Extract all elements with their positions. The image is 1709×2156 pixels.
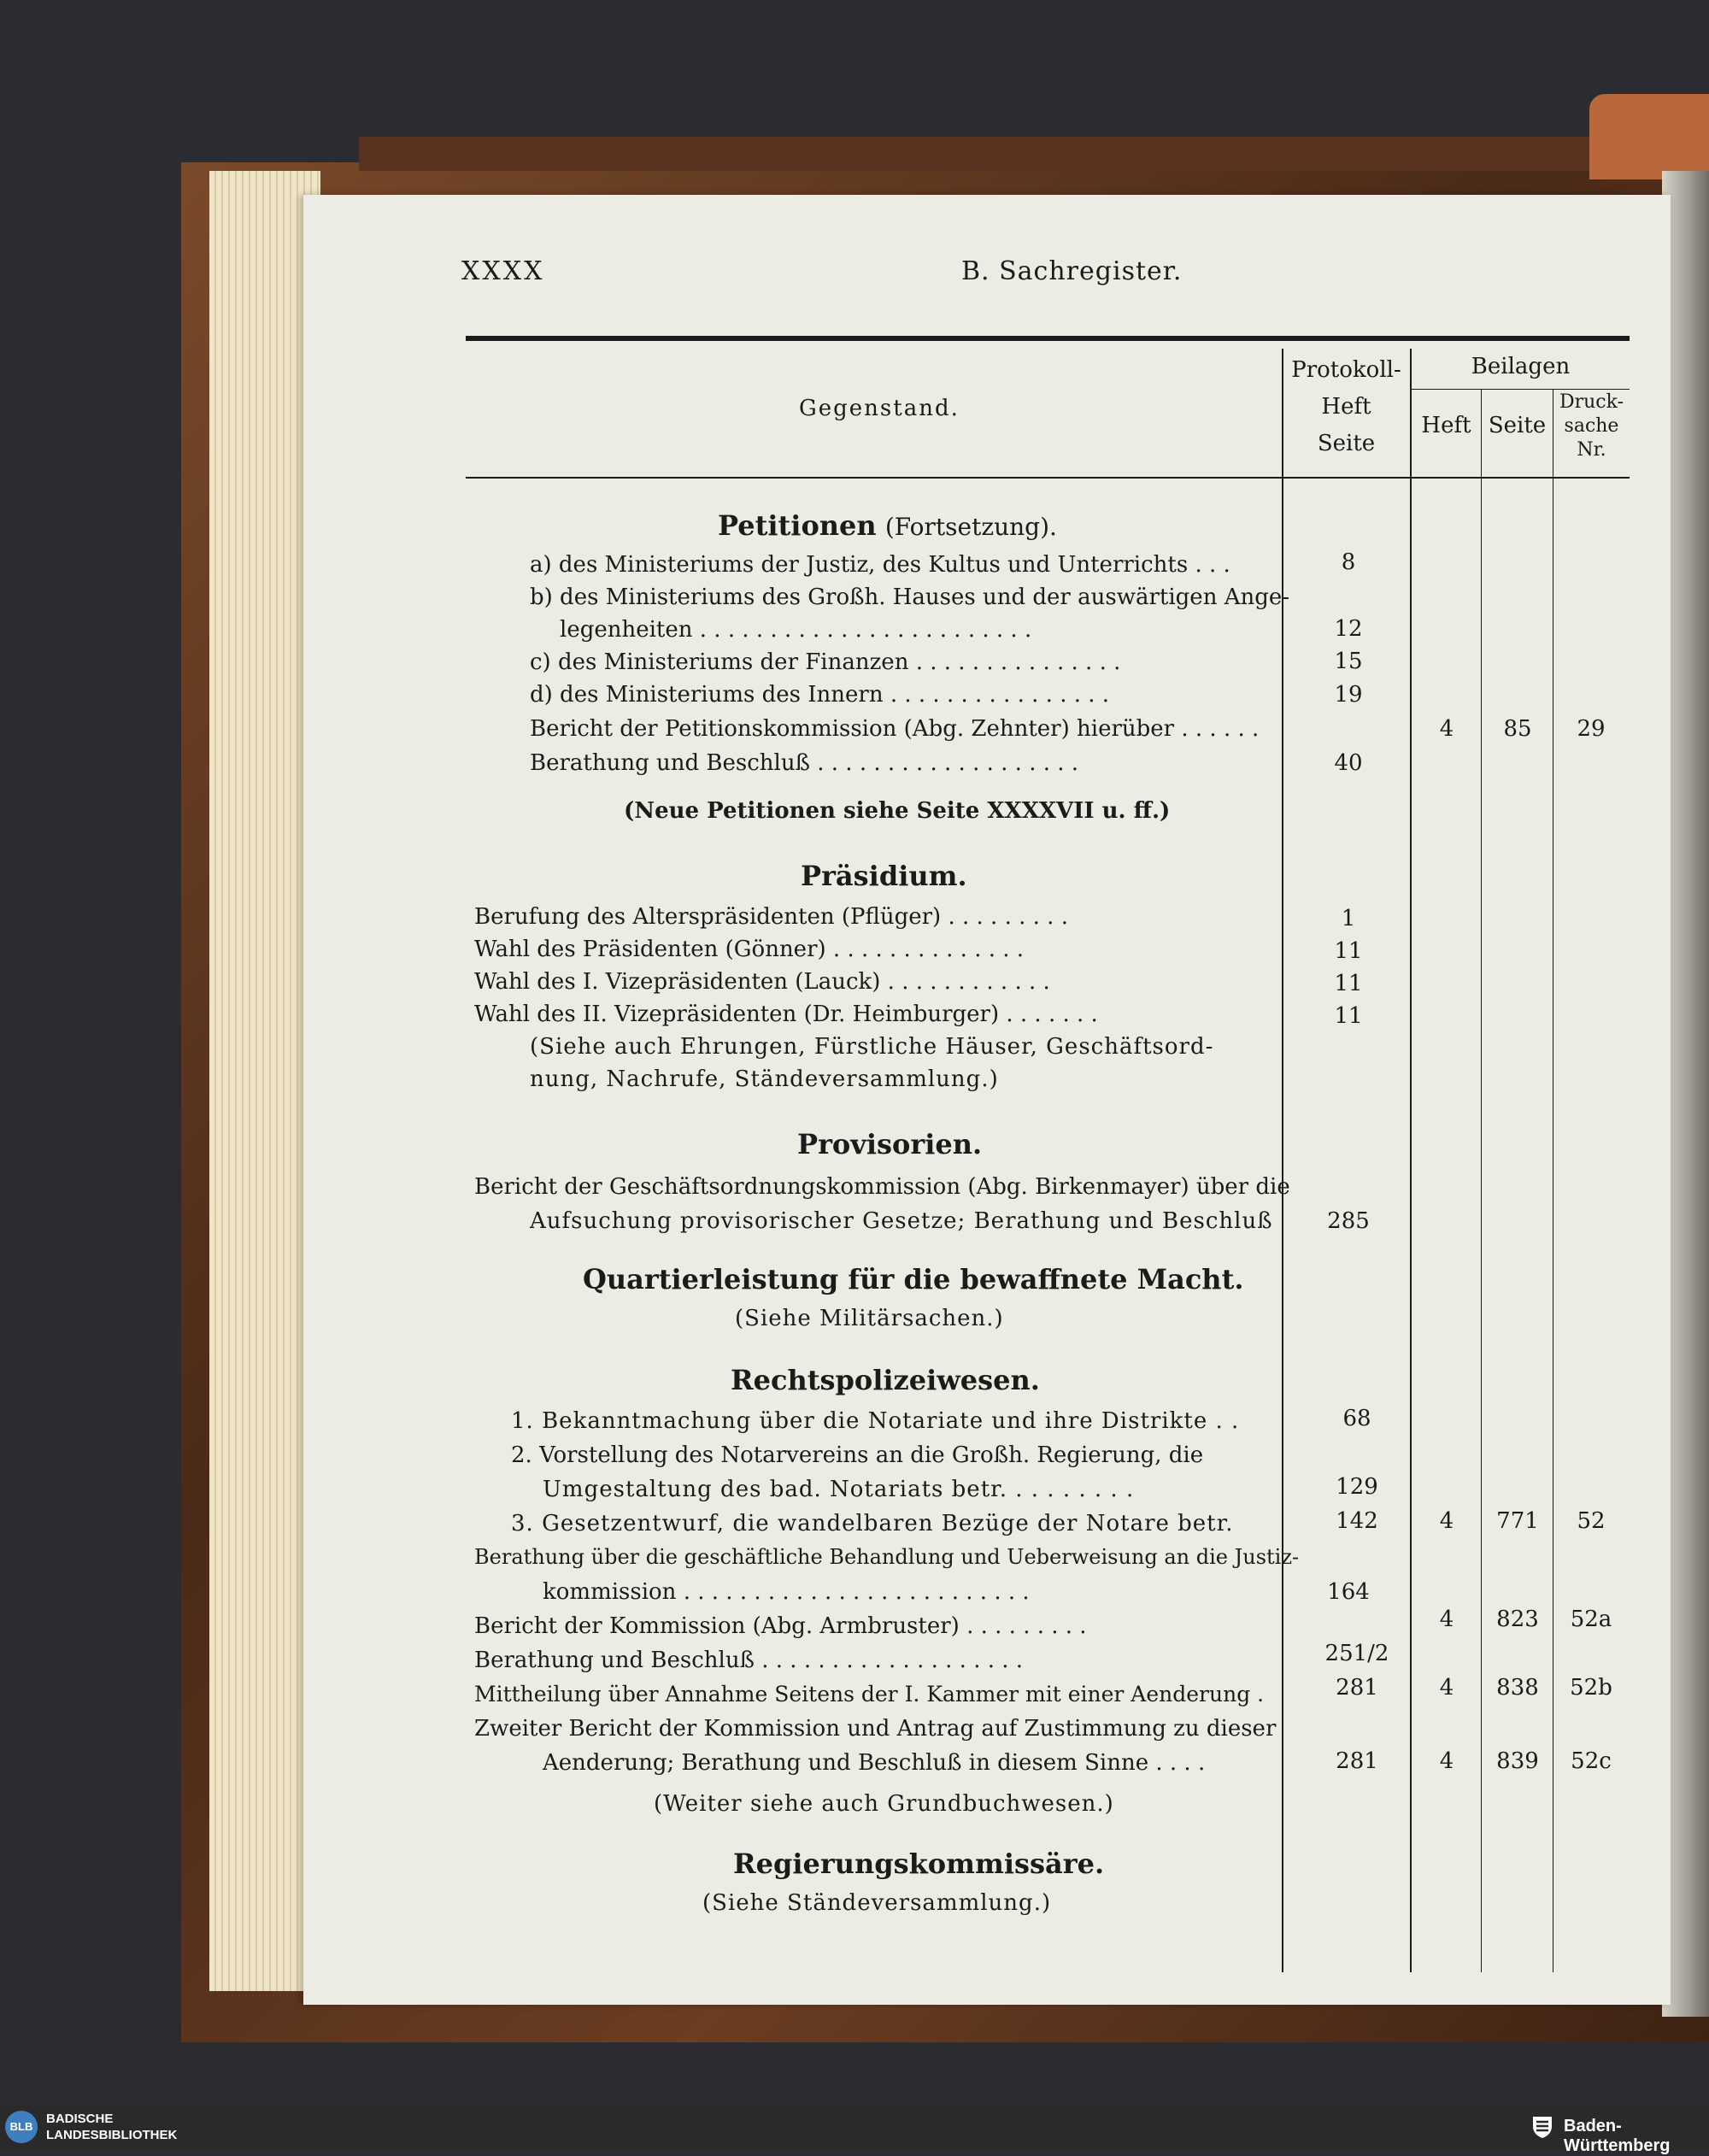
entry-line: kommission . . . . . . . . . . . . . . . . . . . . . . . . . [543, 1579, 1030, 1605]
entry-line: 3. Gesetzentwurf, die wandelbaren Bezüge der Notare betr. [511, 1511, 1234, 1536]
seite-value: 839 [1496, 1748, 1539, 1774]
col-heft-label: Heft [1421, 413, 1471, 438]
protocol-value: 281 [1336, 1675, 1378, 1701]
beilagen-subrule [1412, 389, 1630, 390]
seite-value: 838 [1496, 1675, 1539, 1701]
col-seite-label: Seite [1488, 413, 1547, 438]
col-protocol-label-2: Heft [1321, 394, 1371, 420]
col-subject-label: Gegenstand. [799, 396, 960, 421]
state-label[interactable]: Baden-Württemberg [1564, 2117, 1671, 2155]
blb-logo[interactable]: BLB [5, 2111, 38, 2143]
page-number: XXXX [461, 256, 545, 286]
col-protocol-label-3: Seite [1317, 431, 1376, 456]
col-druck-label-2: sache [1564, 415, 1619, 437]
col-divider-heft [1481, 390, 1482, 1972]
col-druck-label-1: Druck- [1559, 391, 1624, 413]
entry-line: Aenderung; Berathung und Beschluß in diesem Sinne . . . . [543, 1750, 1206, 1776]
entry-line: b) des Ministeriums des Großh. Hauses und der auswärtigen Ange- [530, 585, 1290, 610]
library-name-line-1: BADISCHE [46, 2112, 114, 2126]
entry-line: Bericht der Kommission (Abg. Armbruster) . . . . . . . . . [474, 1613, 1087, 1639]
entry-line: c) des Ministeriums der Finanzen . . . . . . . . . . . . . . . [530, 649, 1121, 675]
entry-line: Zweiter Bericht der Kommission und Antrag auf Zustimmung zu dieser [474, 1716, 1277, 1742]
druck-value: 29 [1577, 716, 1606, 742]
entry-line: Berathung über die geschäftliche Behandlung und Ueberweisung an die Justiz- [474, 1545, 1300, 1569]
entry-line: Wahl des I. Vizepräsidenten (Lauck) . . . . . . . . . . . . [474, 969, 1050, 995]
heft-value: 4 [1439, 1508, 1454, 1534]
heft-value: 4 [1439, 1607, 1454, 1632]
protocol-value: 281 [1336, 1748, 1378, 1774]
druck-value: 52c [1571, 1748, 1612, 1774]
cross-reference-note: (Neue Petitionen siehe Seite XXXXVII u. ff.) [624, 798, 1171, 824]
protocol-value: 19 [1334, 682, 1363, 708]
book-cover-top [359, 137, 1641, 171]
protocol-value: 285 [1327, 1208, 1370, 1234]
col-divider-beilagen [1410, 349, 1412, 1972]
protocol-value: 40 [1334, 750, 1363, 776]
section-heading-petitionen [718, 509, 1057, 542]
protocol-value: 8 [1341, 549, 1356, 575]
section-heading-rechtspolizei: Rechtspolizeiwesen. [731, 1364, 1040, 1396]
entry-line: a) des Ministeriums der Justiz, des Kultus und Unterrichts . . . [530, 552, 1230, 578]
cross-reference-note: (Siehe Militärsachen.) [735, 1306, 1004, 1331]
entry-line: 1. Bekanntmachung über die Notariate und ihre Distrikte . . [511, 1408, 1240, 1434]
cover-corner [1589, 94, 1709, 179]
top-rule [466, 336, 1630, 341]
entry-line: d) des Ministeriums des Innern . . . . . . . . . . . . . . . . [530, 682, 1110, 708]
entry-line: legenheiten . . . . . . . . . . . . . . . . . . . . . . . . [560, 617, 1032, 643]
protocol-value: 1 [1341, 906, 1356, 931]
running-head: B. Sachregister. [961, 256, 1183, 286]
section-heading-regierung: Regierungskommissäre. [733, 1848, 1105, 1880]
section-heading-quartier: Quartierleistung für die bewaffnete Macht. [583, 1263, 1244, 1295]
protocol-value: 251/2 [1324, 1641, 1389, 1666]
entry-line: Bericht der Geschäftsordnungskommission (Abg. Birkenmayer) über die [474, 1174, 1290, 1200]
entry-line: Berathung und Beschluß . . . . . . . . . . . . . . . . . . . [474, 1648, 1024, 1673]
protocol-value: 68 [1342, 1406, 1371, 1431]
section-heading-provisorien: Provisorien. [797, 1128, 983, 1160]
col-protocol-label-1: Protokoll- [1291, 357, 1401, 383]
cross-reference-note: (Siehe Ständeversammlung.) [702, 1890, 1052, 1916]
protocol-value: 164 [1327, 1579, 1370, 1605]
entry-line: 2. Vorstellung des Notarvereins an die Großh. Regierung, die [511, 1442, 1204, 1468]
protocol-value: 129 [1336, 1474, 1378, 1500]
library-name [46, 2111, 177, 2143]
druck-value: 52a [1570, 1607, 1612, 1632]
druck-value: 52 [1577, 1508, 1606, 1534]
entry-line: Wahl des Präsidenten (Gönner) . . . . . . . . . . . . . . [474, 937, 1025, 962]
entry-line: (Siehe auch Ehrungen, Fürstliche Häuser, Geschäftsord- [530, 1034, 1214, 1060]
entry-line: Umgestaltung des bad. Notariats betr. . . . . . . . . [543, 1477, 1135, 1502]
section-title-suffix: (Fortsetzung). [884, 513, 1057, 541]
library-name-line-2: LANDESBIBLIOTHEK [46, 2128, 178, 2142]
book-page [303, 195, 1671, 2005]
heft-value: 4 [1439, 1675, 1454, 1701]
protocol-value: 11 [1334, 971, 1363, 996]
entry-line: Berufung des Alterspräsidenten (Pflüger) . . . . . . . . . [474, 904, 1068, 930]
header-rule [466, 477, 1630, 479]
entry-line: Bericht der Petitionskommission (Abg. Zehnter) hierüber . . . . . . [530, 716, 1260, 742]
coat-of-arms-icon [1530, 2114, 1555, 2140]
protocol-value: 142 [1336, 1508, 1378, 1534]
protocol-value: 15 [1334, 649, 1363, 674]
col-druck-label-3: Nr. [1577, 439, 1606, 461]
entry-line: Mittheilung über Annahme Seitens der I. Kammer mit einer Aenderung . [474, 1682, 1265, 1707]
heft-value: 4 [1439, 1748, 1454, 1774]
seite-value: 85 [1503, 716, 1532, 742]
section-title: Petitionen [718, 509, 877, 542]
protocol-value: 12 [1334, 616, 1363, 642]
entry-line: Wahl des II. Vizepräsidenten (Dr. Heimburger) . . . . . . . [474, 1002, 1098, 1027]
heft-value: 4 [1439, 716, 1454, 742]
protocol-value: 11 [1334, 1003, 1363, 1029]
cross-reference-note: (Weiter siehe auch Grundbuchwesen.) [654, 1791, 1114, 1817]
entry-line: Aufsuchung provisorischer Gesetze; Berathung und Beschluß [530, 1208, 1273, 1234]
entry-line: nung, Nachrufe, Ständeversammlung.) [530, 1066, 999, 1092]
footer-bar [0, 2104, 1709, 2155]
protocol-value: 11 [1334, 938, 1363, 964]
col-beilagen-label: Beilagen [1471, 354, 1571, 379]
entry-line: Berathung und Beschluß . . . . . . . . . . . . . . . . . . . [530, 750, 1079, 776]
druck-value: 52b [1570, 1675, 1612, 1701]
seite-value: 771 [1496, 1508, 1539, 1534]
section-heading-praesidium: Präsidium. [801, 860, 967, 892]
seite-value: 823 [1496, 1607, 1539, 1632]
